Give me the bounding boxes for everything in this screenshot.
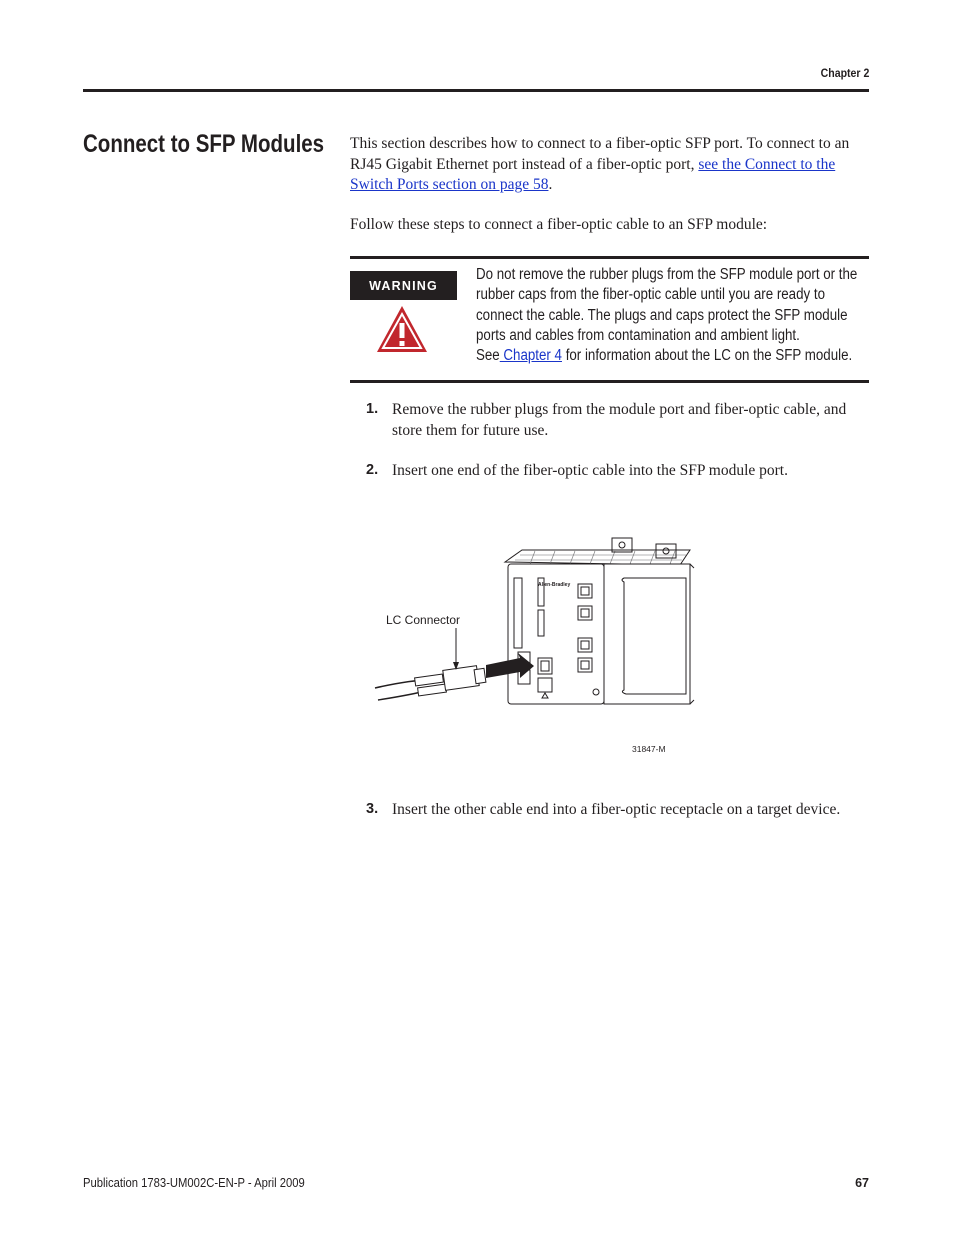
warning-see: See [476,347,500,365]
step-1 [366,399,871,441]
sfp-connection-figure [370,520,710,765]
brand-label: Allen-Bradley [538,582,571,588]
warning-text [476,265,872,366]
step-text: Remove the rubber plugs from the module port and fiber-optic cable, and store them for future use. [392,401,847,439]
step-text: Insert one end of the fiber-optic cable into the SFP module port. [392,462,788,479]
warning-see-suffix: for information about the LC on the SFP module. [561,347,853,365]
warning-body: Do not remove the rubber plugs from the SFP module port or the rubber caps from the fiber-optic cable until you are ready to connect the cable. The plugs and caps protect the SFP module ports and cables from contamination and ambient light. [476,266,858,344]
follow-steps-text: Follow these steps to connect a fiber-optic cable to an SFP module: [350,216,768,233]
step-number: 1. [366,401,379,417]
intro-end: . [548,176,553,193]
intro-text: This section describes how to connect to a fiber-optic SFP port. To connect to an RJ45 Gigabit Ethernet port instead of a fiber-optic port, [350,135,850,173]
step-3 [366,799,871,820]
warning-top-rule [350,256,869,259]
warning-triangle-icon [374,303,430,355]
step-number: 3. [366,801,379,817]
header-rule [83,89,869,92]
figure-id: 31847-M [632,744,666,754]
section-title: Connect to SFP Modules [83,130,325,158]
chapter-4-link[interactable]: Chapter 4 [499,347,562,365]
step-text: Insert the other cable end into a fiber-optic receptacle on a target device. [392,801,841,818]
lc-connector-label: LC Connector [386,613,461,627]
page-number: 67 [855,1176,869,1190]
intro-paragraph [350,134,872,196]
step-2 [366,460,871,481]
publication-footer: Publication 1783-UM002C-EN-P - April 2009 [83,1176,305,1190]
chapter-label: Chapter 2 [820,66,869,80]
warning-badge: WARNING [350,271,457,300]
warning-bottom-rule [350,380,869,383]
switch-ports-link[interactable]: see the Connect to the Switch Ports section on page 58 [350,155,836,193]
step-number: 2. [366,462,379,478]
